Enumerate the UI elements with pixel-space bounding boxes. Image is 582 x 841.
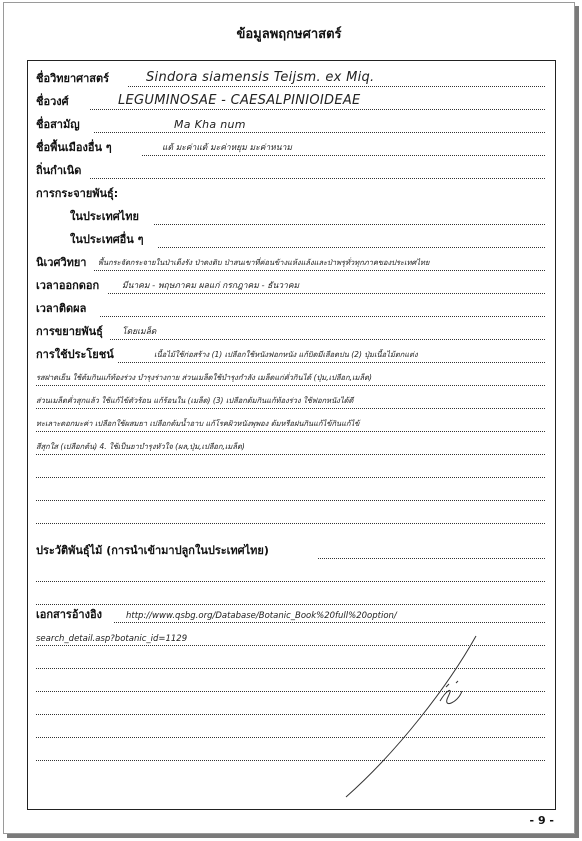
scientific-name-label: ชื่อวิทยาศาสตร์ bbox=[36, 72, 110, 85]
uses-line-1: เนื้อไม้ใช้ก่อสร้าง (1) เปลือกใช้หนังฟอกหนัง แก้บิดมีเลือดปน (2) ปุ่มเนื้อไม้ตกแต่ง bbox=[154, 350, 418, 359]
local-names-value: แต้ มะค่าแต้ มะค่าหยุม มะค่าหนาม bbox=[162, 143, 292, 153]
uses-label: การใช้ประโยชน์ bbox=[36, 348, 114, 361]
common-name-value: Ma Kha num bbox=[174, 118, 246, 131]
propagation-value: โดยเมล็ด bbox=[122, 327, 157, 337]
fruiting-label: เวลาติดผล bbox=[36, 302, 87, 315]
family-value: LEGUMINOSAE - CAESALPINIOIDEAE bbox=[118, 93, 361, 108]
distribution-other-label: ในประเทศอื่น ๆ bbox=[70, 233, 144, 246]
origin-label: ถิ่นกำเนิด bbox=[36, 164, 82, 177]
history-label: ประวัติพันธุ์ไม้ (การนำเข้ามาปลูกในประเทศไทย) bbox=[36, 544, 269, 557]
botanical-form bbox=[27, 60, 556, 810]
ecology-value: พื้นกระจัดกระจายในป่าเต็งรัง ป่าดงดิบ ป่าสนเขาที่ค่อนข้างแห้งแล้งและป่าพรุทั่วทุกภาคของประเทศไทย bbox=[98, 258, 430, 267]
ecology-label: นิเวศวิทยา bbox=[36, 256, 87, 269]
signature-mark bbox=[28, 61, 555, 809]
document-page bbox=[3, 2, 575, 834]
page-title: ข้อมูลพฤกษศาสตร์ bbox=[236, 27, 342, 42]
page-number: - 9 - bbox=[529, 814, 554, 827]
uses-line-4: ทะเลาะดอกมะค่า เปลือกใช้ผสมยา เปลือกต้มน้ำอาบ แก้โรคผิวหนังพุพอง ต้มหรือฝนกินแก้ไข้กินแก้ไข้ bbox=[36, 419, 360, 428]
uses-line-5: สีสุกใส (เปลือกต้น) 4. ใช้เป็นยาบำรุงหัวใจ (ผล,ปุ่ม,เปลือก,เมล็ด) bbox=[36, 442, 245, 451]
references-line-2: search_detail.asp?botanic_id=1129 bbox=[36, 634, 188, 644]
local-names-label: ชื่อพื้นเมืองอื่น ๆ bbox=[36, 141, 112, 154]
propagation-label: การขยายพันธุ์ bbox=[36, 325, 103, 338]
references-line-1: http://www.qsbg.org/Database/Botanic_Book%20full%20option/ bbox=[126, 611, 397, 621]
distribution-thailand-label: ในประเทศไทย bbox=[70, 210, 139, 223]
uses-line-3: ส่วนเมล็ดคั่วสุกแล้ว ใช้แก้ไข้ตัวร้อน แก้ร้อนใน (เมล็ด) (3) เปลือกต้มกินแก้ท้องร่วง ใช้ฟอกหนังได้ดี bbox=[36, 396, 354, 405]
references-label: เอกสารอ้างอิง bbox=[36, 608, 102, 621]
flowering-label: เวลาออกดอก bbox=[36, 279, 100, 292]
scientific-name-value: Sindora siamensis Teijsm. ex Miq. bbox=[146, 70, 375, 85]
common-name-label: ชื่อสามัญ bbox=[36, 118, 80, 131]
family-label: ชื่อวงศ์ bbox=[36, 95, 69, 108]
distribution-label: การกระจายพันธุ์: bbox=[36, 187, 119, 200]
flowering-value: มีนาคม - พฤษภาคม ผลแก่ กรกฎาคม - ธันวาคม bbox=[122, 281, 300, 291]
uses-line-2: รสฝาดเย็น ใช้ต้มกินแก้ท้องร่วง บำรุงร่างกาย ส่วนเมล็ดใช้บำรุงกำลัง เมล็ดแก่คั่วกินได้ (ปุ่ม,เปลือก,เมล็ด) bbox=[36, 373, 372, 382]
